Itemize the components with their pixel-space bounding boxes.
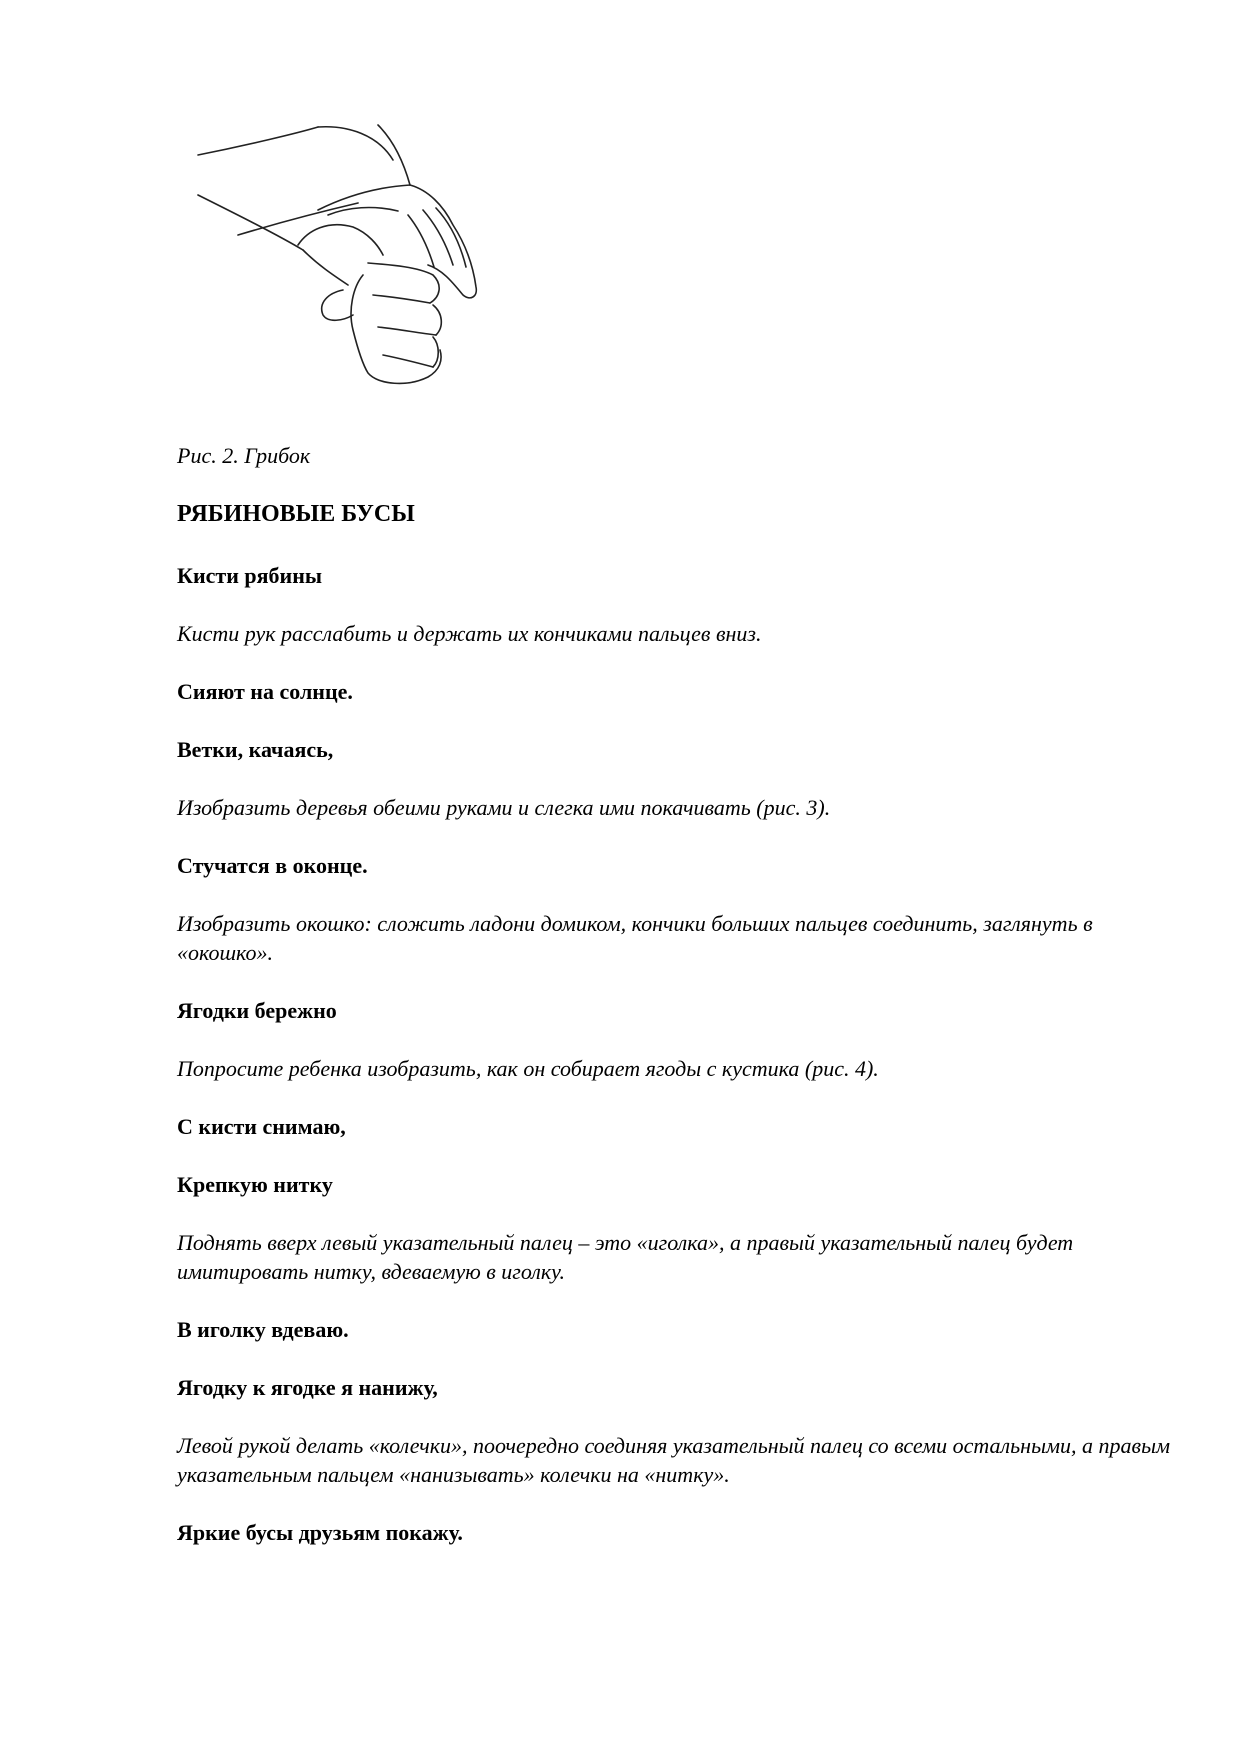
instruction-line: Изобразить деревья обеими руками и слегка ими покачивать (рис. 3).	[177, 795, 831, 820]
instruction-line: Попросите ребенка изобразить, как он собирает ягоды с кустика (рис. 4).	[177, 1056, 879, 1081]
hands-mushroom-illustration	[178, 115, 508, 413]
verse-line: Ветки, качаясь,	[177, 737, 334, 762]
hands-illustration-icon	[178, 115, 508, 413]
page-title: РЯБИНОВЫЕ БУСЫ	[177, 501, 415, 527]
instruction-line: Кисти рук расслабить и держать их кончиками пальцев вниз.	[177, 621, 762, 646]
instruction-line: Поднять вверх левый указательный палец – это «иголка», а правый указательный палец будет имитировать нитку, вдеваемую в иголку.	[177, 1230, 1074, 1284]
verse-line: Ягодки бережно	[177, 998, 337, 1023]
verse-line: Ягодку к ягодке я нанижу,	[177, 1375, 438, 1400]
verse-line: Крепкую нитку	[177, 1172, 333, 1197]
verse-line: В иголку вдеваю.	[177, 1317, 349, 1342]
instruction-line: Левой рукой делать «колечки», поочередно соединяя указательный палец со всеми остальными, а правым указательным пальцем «нанизывать» колечки на «нитку».	[177, 1433, 1171, 1487]
verse-line: Кисти рябины	[177, 563, 323, 588]
verse-line: Сияют на солнце.	[177, 679, 353, 704]
figure-caption: Рис. 2. Грибок	[177, 443, 311, 468]
verse-line: С кисти снимаю,	[177, 1114, 346, 1139]
verse-line: Яркие бусы друзьям покажу.	[177, 1520, 463, 1545]
verse-line: Стучатся в оконце.	[177, 853, 368, 878]
instruction-line: Изобразить окошко: сложить ладони домиком, кончики больших пальцев соединить, заглянуть в «окошко».	[177, 911, 1093, 965]
